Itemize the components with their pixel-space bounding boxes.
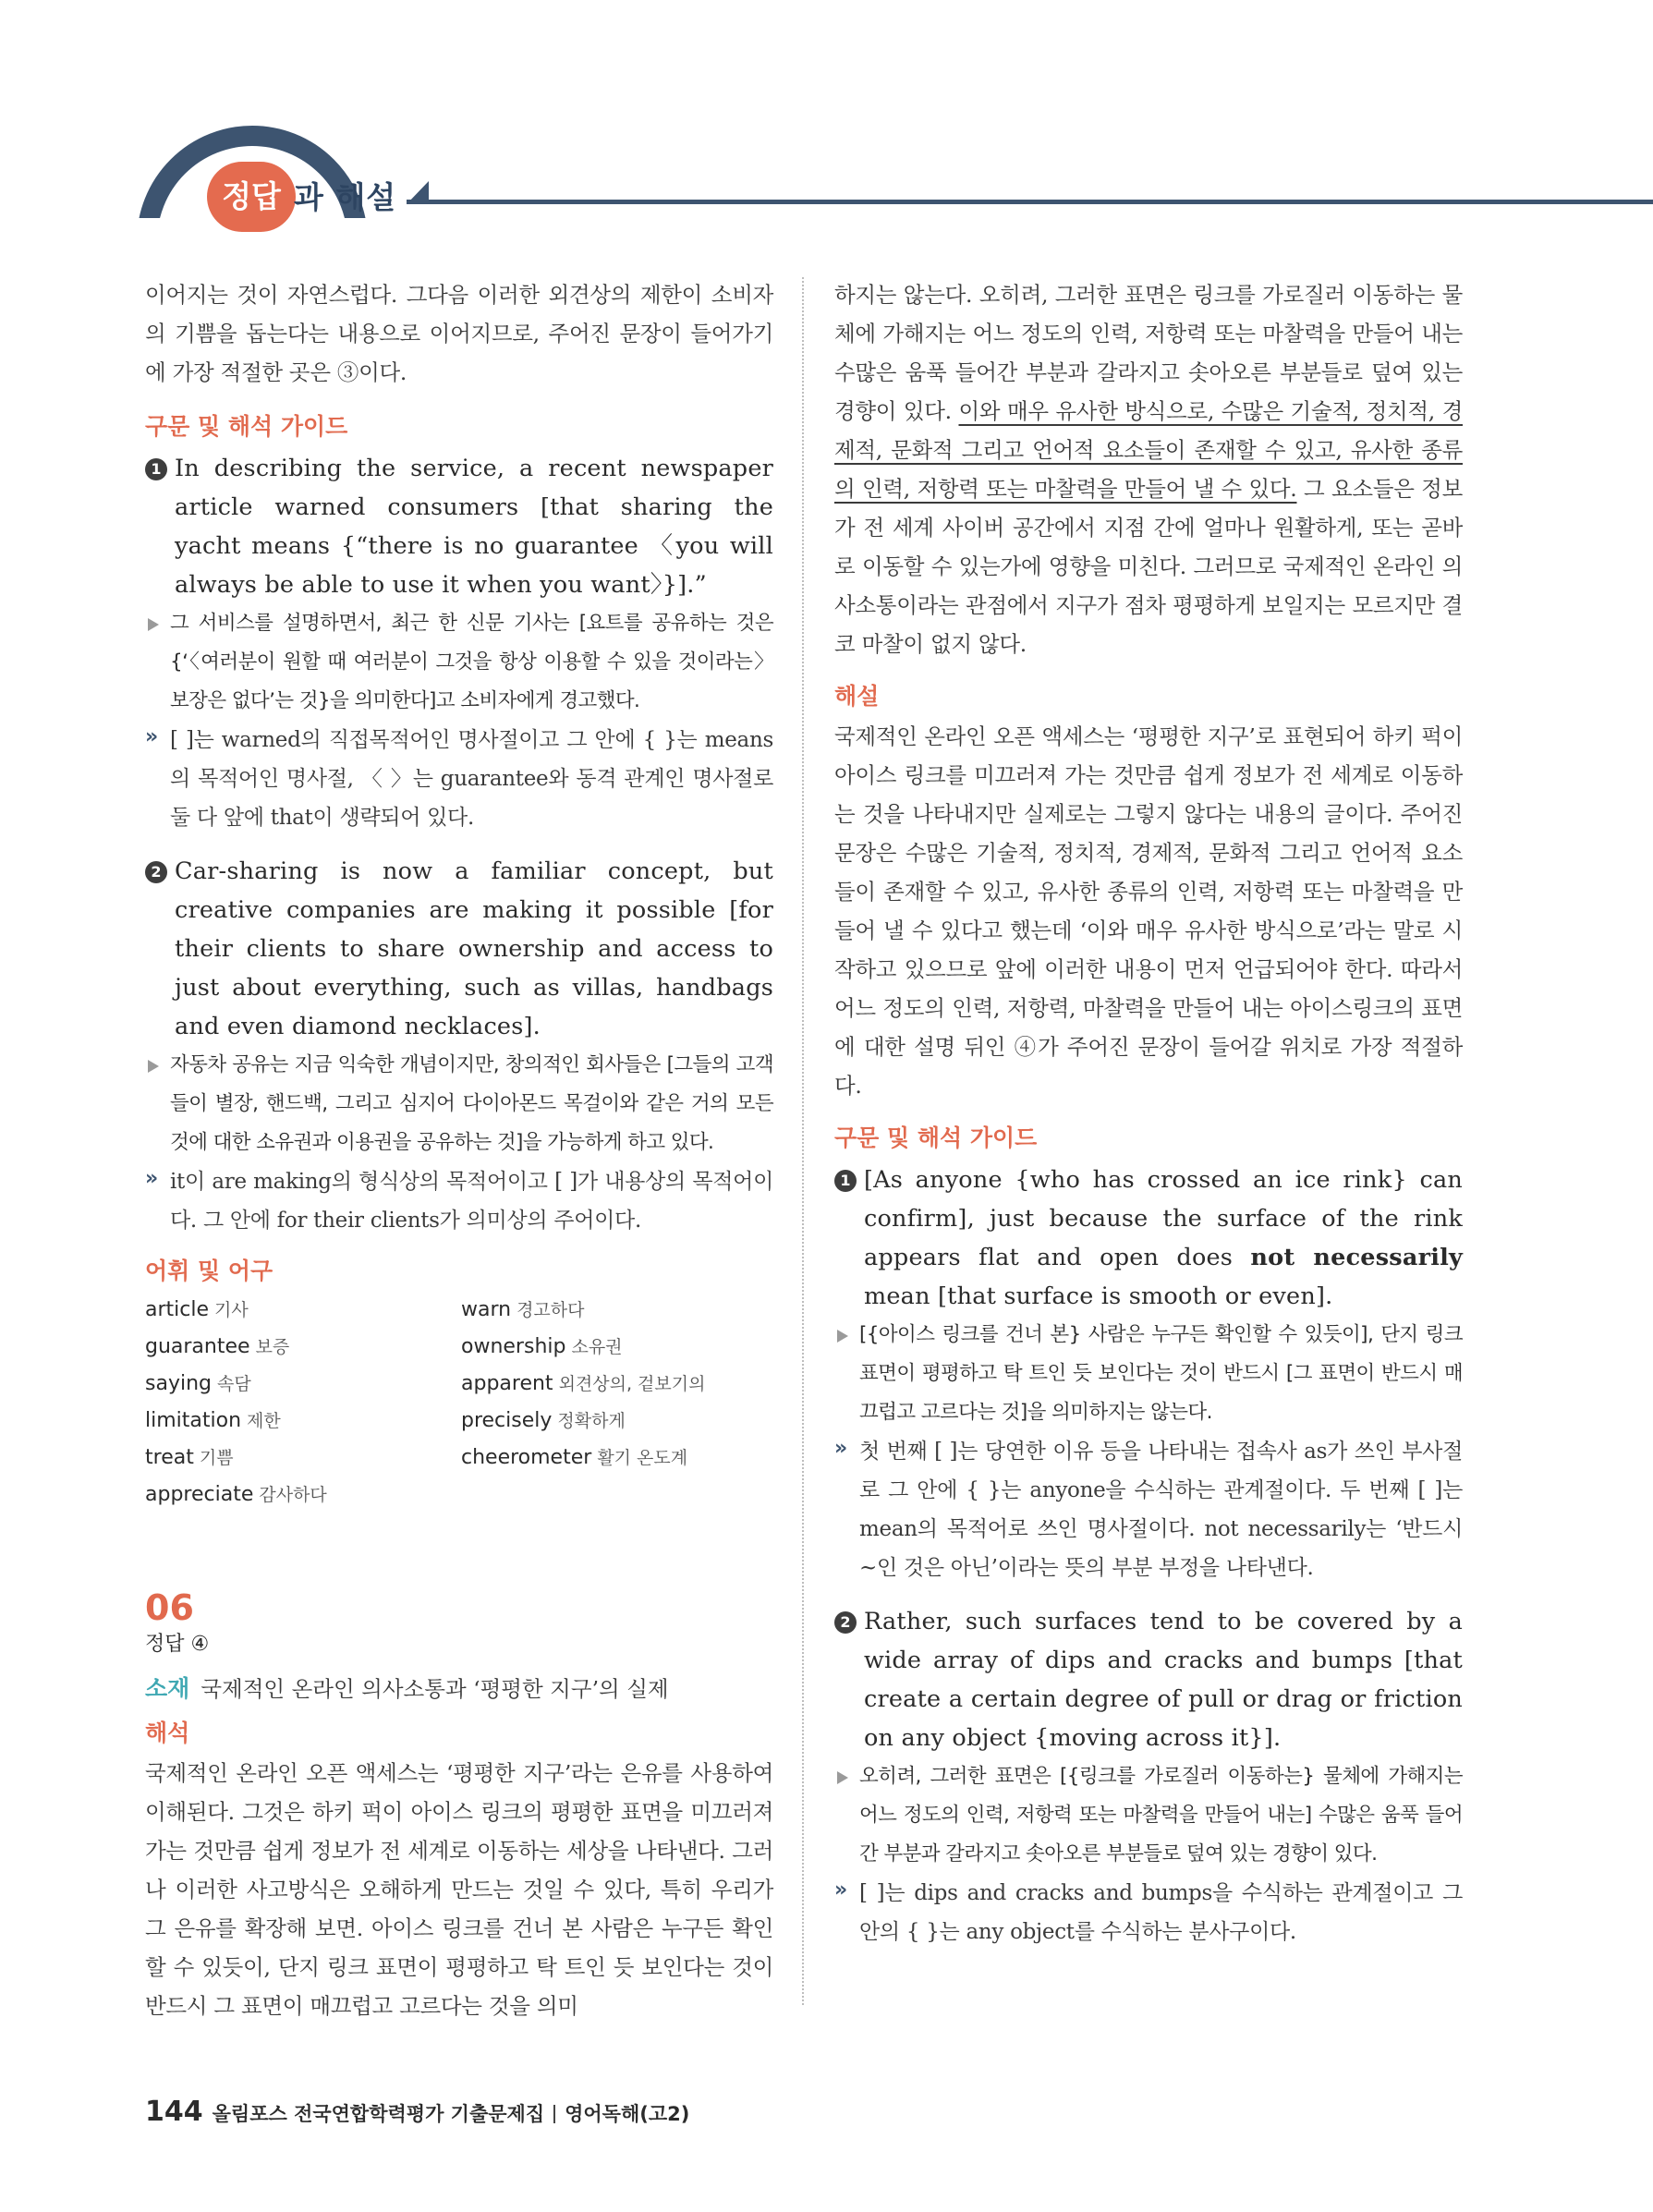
topic-label: 소재 xyxy=(145,1675,190,1702)
vocab-heading: 어휘 및 어구 xyxy=(145,1258,273,1284)
double-chevron-icon: » xyxy=(145,725,154,748)
triangle-bullet-icon xyxy=(837,1330,848,1343)
triangle-bullet-icon xyxy=(148,618,159,631)
passage-translation: 국제적인 온라인 오픈 액세스는 ‘평평한 지구’라는 은유를 사용하여 이해된다. 그것은 하키 퍽이 아이스 링크의 평평한 표면을 미끄러져 가는 것만큼 쉽게 정보가 전 세계로 이동하는 세상을 나타낸다. 그러나 이러한 사고방식은 오해하게 만드는 것일 수 있다, 특히 우리가 그 은유를 확장해 보면. 아이스 링크를 건너 본 사람은 누구든 확인할 수 있듯이, 단지 링크 표면이 평평하고 탁 트인 듯 보인다는 것이 반드시 그 표면이 매끄럽고 고르다는 것을 의미 xyxy=(145,1760,773,2019)
english-sentence: Car-sharing is now a familiar concept, but creative companies are making it possible [for their clients to share ownership and access to just about everything, such as villas, handbags and even diamond necklaces]. xyxy=(175,857,773,1040)
double-chevron-icon: » xyxy=(834,1878,844,1902)
translation-block xyxy=(834,1316,1463,1432)
double-chevron-icon: » xyxy=(145,1167,154,1190)
guide-item-1 xyxy=(834,1161,1463,1316)
korean-translation: 그 서비스를 설명하면서, 최근 한 신문 기사는 [요트를 공유하는 것은 {‘〈여러분이 원할 때 여러분이 그것을 항상 이용할 수 있을 것이라는〉 보장은 없다’는 것}을 의미한다]고 소비자에게 경고했다. xyxy=(170,612,773,712)
vocab-item: ownership 소유권 xyxy=(461,1335,623,1358)
vocab-item: article 기사 xyxy=(145,1298,249,1321)
page-number: 144 xyxy=(145,2096,203,2128)
header-rule xyxy=(407,200,1653,204)
vocab-item: guarantee 보증 xyxy=(145,1335,290,1358)
english-sentence: In describing the service, a recent newspaper article warned consumers [that sharing the yacht means {“there is no guarantee 〈you will always be able to use it when you want〉}].” xyxy=(175,455,773,599)
subject-label: 영어독해(고2) xyxy=(565,2103,690,2125)
book-title: 올림포스 전국연합학력평가 기출문제집 xyxy=(212,2103,545,2125)
explanation-paragraph: 국제적인 온라인 오픈 액세스는 ‘평평한 지구’로 표현되어 하키 퍽이 아이스 링크를 미끄러져 가는 것만큼 쉽게 정보가 전 세계로 이동하는 것을 나타내지만 실제로는 그렇지 않다는 내용의 글이다. 주어진 문장은 수많은 기술적, 정치적, 경제적, 문화적 그리고 언어적 요소들이 존재할 수 있고, 유사한 종류의 인력, 저항력 또는 마찰력을 만들어 낼 수 있다고 했는데 ‘이와 매우 유사한 방식으로’라는 말로 시작하고 있으므로 앞에 이러한 내용이 먼저 언급되어야 한다. 따라서 어느 정도의 인력, 저항력, 마찰력을 만들어 내는 아이스링크의 표면에 대한 설명 뒤인 ④가 주어진 문장이 들어갈 위치로 가장 적절하다. xyxy=(834,723,1463,1099)
explanation-heading: 해설 xyxy=(834,683,880,710)
note-block xyxy=(145,1162,773,1240)
korean-translation: 자동차 공유는 지금 익숙한 개념이지만, 창의적인 회사들은 [그들의 고객들이 별장, 핸드백, 그리고 심지어 다이아몬드 목걸이와 같은 거의 모든 것에 대한 소유권과 이용권을 공유하는 것]을 가능하게 하고 있다. xyxy=(170,1053,773,1154)
page-footer xyxy=(145,2096,689,2128)
right-column xyxy=(834,275,1463,1951)
triangle-bullet-icon xyxy=(148,1060,159,1073)
note-block xyxy=(834,1432,1463,1587)
vocab-item: treat 기쁨 xyxy=(145,1446,234,1469)
grammar-note: [ ]는 warned의 직접목적어인 명사절이고 그 안에 { }는 means의 목적어인 명사절, 〈 〉는 guarantee와 동격 관계인 명사절로 둘 다 앞에 that이 생략되어 있다. xyxy=(170,728,773,830)
answer-label: 정답 ④ xyxy=(145,1633,210,1656)
header-badge: 정답 xyxy=(207,162,296,232)
guide-heading: 구문 및 해석 가이드 xyxy=(834,1124,1038,1151)
english-sentence: [As anyone {who has crossed an ice rink} can confirm], just because the surface of the rink appears flat and open does not necessarily mean [that surface is smooth or even]. xyxy=(864,1166,1463,1310)
topic-text: 국제적인 온라인 의사소통과 ‘평평한 지구’의 실제 xyxy=(201,1676,669,1702)
triangle-bullet-icon xyxy=(837,1771,848,1784)
guide-heading: 구문 및 해석 가이드 xyxy=(145,413,348,440)
column-divider xyxy=(802,277,804,2005)
vocab-list xyxy=(145,1292,773,1513)
vocab-item: cheerometer 활기 온도계 xyxy=(461,1446,688,1469)
underlined-given-sentence: 이와 매우 유사한 방식으로, 수많은 기술적, 정치적, 경제적, 문화적 그리고 언어적 요소들이 존재할 수 있고, 유사한 종류의 인력, 저항력 또는 마찰력을 만들어 낼 수 있다. xyxy=(834,398,1463,502)
grammar-note: 첫 번째 [ ]는 당연한 이유 등을 나타내는 접속사 as가 쓰인 부사절로 그 안에 { }는 anyone을 수식하는 관계절이다. 두 번째 [ ]는 mean의 목적어로 쓰인 명사절이다. not necessarily는 ‘반드시 ~인 것은 아닌’이라는 뜻의 부분 부정을 나타낸다. xyxy=(859,1440,1463,1580)
item-number-badge: 1 xyxy=(834,1170,857,1192)
translation-heading: 해석 xyxy=(145,1720,190,1746)
double-chevron-icon: » xyxy=(834,1437,844,1460)
guide-item-2 xyxy=(145,852,773,1046)
translation-block xyxy=(145,604,773,721)
korean-translation: [{아이스 링크를 건너 본} 사람은 누구든 확인할 수 있듯이], 단지 링크 표면이 평평하고 탁 트인 듯 보인다는 것이 반드시 [그 표면이 반드시 매끄럽고 고르다는 것]을 의미하지는 않는다. xyxy=(859,1323,1463,1424)
translation-block xyxy=(145,1046,773,1162)
item-number-badge: 2 xyxy=(834,1611,857,1634)
note-block xyxy=(145,721,773,837)
note-block xyxy=(834,1874,1463,1951)
vocab-item: appreciate 감사하다 xyxy=(145,1483,327,1506)
vocab-item: saying 속담 xyxy=(145,1372,251,1395)
english-sentence: Rather, such surfaces tend to be covered by a wide array of dips and cracks and bumps [that create a certain degree of pull or drag or friction on any object {moving across it}]. xyxy=(864,1608,1463,1752)
vocab-item: limitation 제한 xyxy=(145,1409,281,1432)
translation-block xyxy=(834,1757,1463,1874)
grammar-note: [ ]는 dips and cracks and bumps을 수식하는 관계절이고 그 안의 { }는 any object를 수식하는 분사구이다. xyxy=(859,1881,1463,1944)
vocab-item: precisely 정확하게 xyxy=(461,1409,626,1432)
question-number: 06 xyxy=(145,1587,194,1628)
guide-item-2 xyxy=(834,1602,1463,1757)
passage-translation-continued: 하지는 않는다. 오히려, 그러한 표면은 링크를 가로질러 이동하는 물체에 가해지는 어느 정도의 인력, 저항력 또는 마찰력을 만들어 내는 수많은 움푹 들어간 부분과 갈라지고 솟아오른 부분들로 덮여 있는 경향이 있다. 이와 매우 유사한 방식으로, 수많은 기술적, 정치적, 경제적, 문화적 그리고 언어적 요소들이 존재할 수 있고, 유사한 종류의 인력, 저항력 또는 마찰력을 만들어 낼 수 있다. 그 요소들은 정보가 전 세계 사이버 공간에서 지점 간에 얼마나 원활하게, 또는 곧바로 이동할 수 있는가에 영향을 미친다. 그러므로 국제적인 온라인 의사소통이라는 관점에서 지구가 점차 평평하게 보일지는 모르지만 결코 마찰이 없지 않다. xyxy=(834,282,1463,657)
footer-separator xyxy=(553,2105,555,2123)
grammar-note: it이 are making의 형식상의 목적어이고 [ ]가 내용상의 목적어이다. 그 안에 for their clients가 의미상의 주어이다. xyxy=(170,1170,773,1233)
item-number-badge: 2 xyxy=(145,861,167,883)
guide-item-1 xyxy=(145,449,773,604)
vocab-item: warn 경고하다 xyxy=(461,1298,585,1321)
item-number-badge: 1 xyxy=(145,458,167,480)
left-column xyxy=(145,275,773,2025)
topic-line xyxy=(145,1669,773,1709)
intro-paragraph: 이어지는 것이 자연스럽다. 그다음 이러한 외견상의 제한이 소비자의 기쁨을 돕는다는 내용으로 이어지므로, 주어진 문장이 들어가기에 가장 적절한 곳은 ③이다. xyxy=(145,282,773,385)
korean-translation: 오히려, 그러한 표면은 [{링크를 가로질러 이동하는} 물체에 가해지는 어느 정도의 인력, 저항력 또는 마찰력을 만들어 내는] 수많은 움푹 들어간 부분과 갈라지고 솟아오른 부분들로 덮여 있는 경향이 있다. xyxy=(859,1765,1463,1866)
header-title: 과 해설 xyxy=(294,179,397,215)
vocab-item: apparent 외견상의, 겉보기의 xyxy=(461,1372,706,1395)
